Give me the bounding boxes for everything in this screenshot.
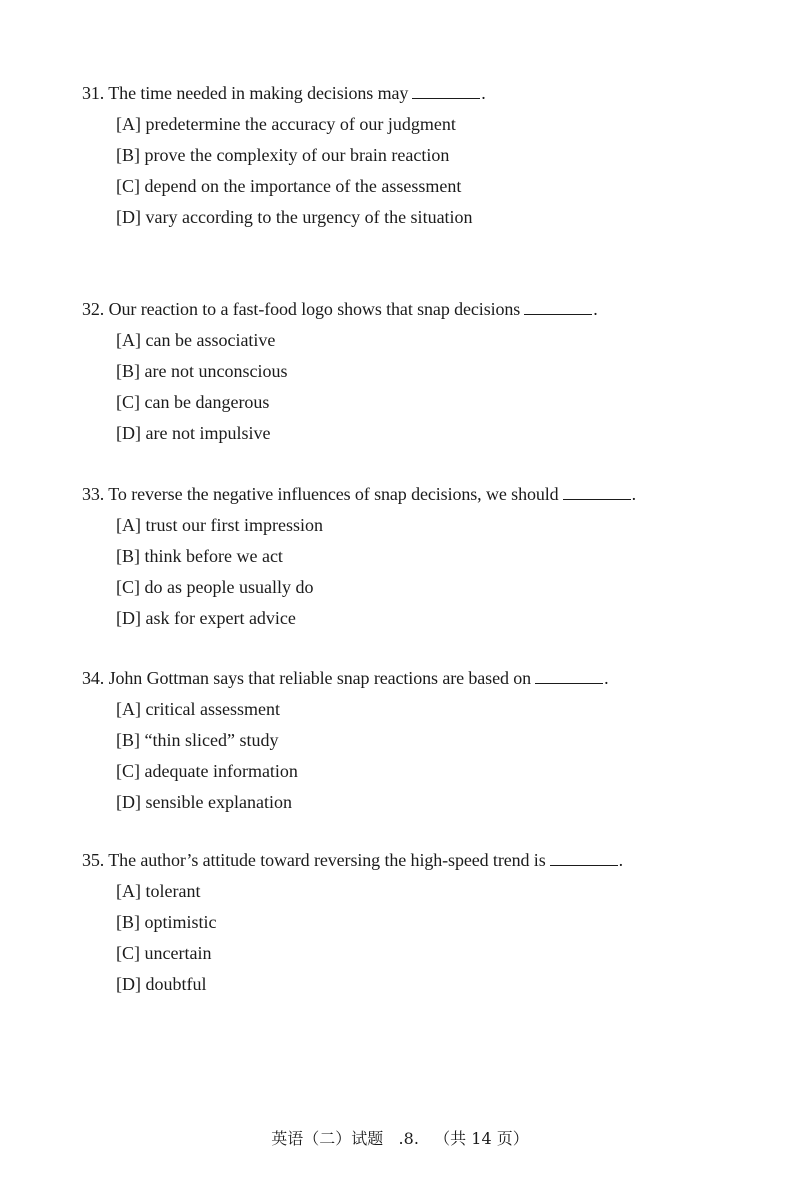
- option-b: [B] prove the complexity of our brain reaction: [116, 145, 450, 165]
- option-a: [A] predetermine the accuracy of our judgment: [116, 114, 456, 134]
- footer-total-pages: （共 14 页）: [434, 1129, 529, 1148]
- option-a: [A] critical assessment: [116, 699, 280, 719]
- option-d: [D] are not impulsive: [116, 423, 271, 443]
- question-stem-text: 31. The time needed in making decisions may: [82, 83, 409, 103]
- question-stem: 35. The author’s attitude toward reversing the high-speed trend is .: [82, 845, 762, 876]
- question-stem-text: 35. The author’s attitude toward reversing the high-speed trend is: [82, 850, 546, 870]
- option-b: [B] are not unconscious: [116, 361, 288, 381]
- option-c: [C] depend on the importance of the assessment: [116, 176, 462, 196]
- question-31: [82, 78, 762, 233]
- option-b: [B] optimistic: [116, 912, 217, 932]
- question-34: [82, 663, 762, 818]
- question-stem-text: 32. Our reaction to a fast-food logo shows that snap decisions: [82, 299, 521, 319]
- question-32: [82, 294, 762, 449]
- footer-subject: 英语（二）试题: [271, 1129, 384, 1148]
- option-c: [C] do as people usually do: [116, 577, 314, 597]
- option-b: [B] “thin sliced” study: [116, 730, 279, 750]
- option-a: [A] tolerant: [116, 881, 201, 901]
- page-footer: [0, 1126, 800, 1149]
- option-c: [C] uncertain: [116, 943, 212, 963]
- question-stem: 34. John Gottman says that reliable snap reactions are based on .: [82, 663, 762, 694]
- option-d: [D] sensible explanation: [116, 792, 292, 812]
- option-a: [A] trust our first impression: [116, 515, 323, 535]
- answer-blank: [524, 296, 592, 315]
- question-35: [82, 845, 762, 1000]
- answer-blank: [412, 80, 480, 99]
- answer-blank: [535, 665, 603, 684]
- question-stem-text: 33. To reverse the negative influences of snap decisions, we should: [82, 484, 559, 504]
- option-c: [C] adequate information: [116, 761, 298, 781]
- option-c: [C] can be dangerous: [116, 392, 270, 412]
- question-33: [82, 479, 762, 634]
- option-d: [D] doubtful: [116, 974, 207, 994]
- option-b: [B] think before we act: [116, 546, 283, 566]
- question-stem: 32. Our reaction to a fast-food logo shows that snap decisions .: [82, 294, 762, 325]
- option-a: [A] can be associative: [116, 330, 276, 350]
- option-d: [D] vary according to the urgency of the situation: [116, 207, 473, 227]
- footer-page-number: .8.: [398, 1129, 419, 1148]
- answer-blank: [550, 847, 618, 866]
- answer-blank: [563, 481, 631, 500]
- question-stem: 33. To reverse the negative influences of snap decisions, we should .: [82, 479, 762, 510]
- question-stem-text: 34. John Gottman says that reliable snap reactions are based on: [82, 668, 532, 688]
- question-stem: 31. The time needed in making decisions may .: [82, 78, 762, 109]
- option-d: [D] ask for expert advice: [116, 608, 296, 628]
